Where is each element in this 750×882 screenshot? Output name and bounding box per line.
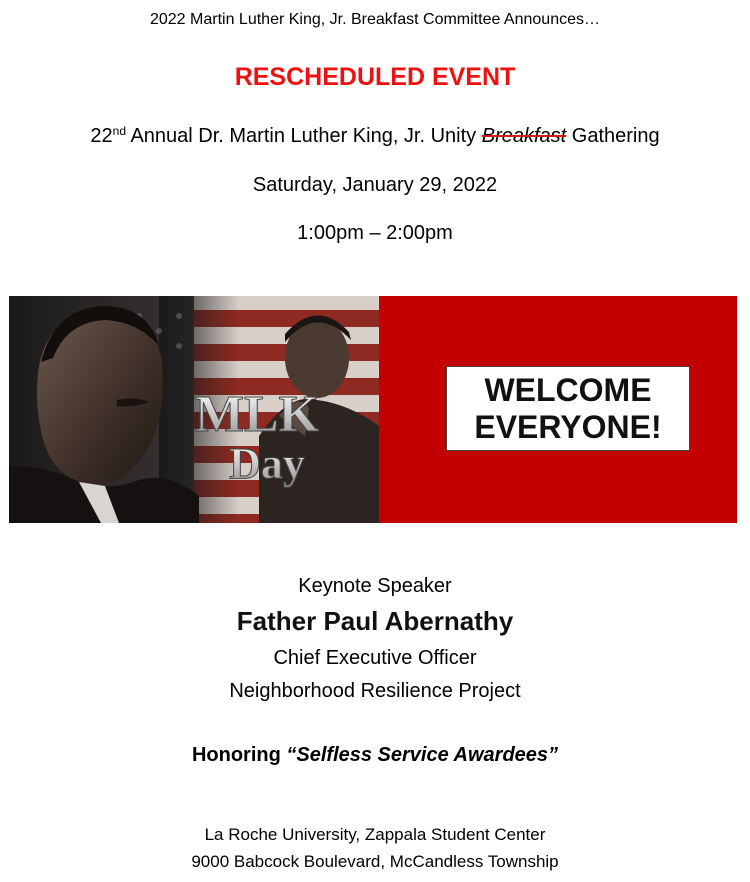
mlk-lettering: MLK	[194, 386, 320, 443]
address: 9000 Babcock Boulevard, McCandless Township	[191, 852, 559, 871]
welcome-line2: EVERYONE!	[474, 408, 662, 445]
rescheduled-heading: RESCHEDULED EVENT	[234, 63, 516, 91]
speaker-organization: Neighborhood Resilience Project	[229, 680, 521, 702]
announcement-line: 2022 Martin Luther King, Jr. Breakfast Committee Announces…	[149, 11, 600, 28]
event-title-prefix: Annual Dr. Martin Luther King, Jr. Unity	[126, 125, 482, 147]
honoring-line	[0, 744, 750, 767]
speaker-name: Father Paul Abernathy	[236, 606, 514, 636]
mlk-portrait-image	[9, 296, 379, 523]
day-lettering: Day	[229, 439, 305, 488]
struck-word: Breakfast	[481, 125, 567, 147]
mlk-day-banner	[9, 296, 737, 523]
welcome-line1: WELCOME	[484, 371, 652, 408]
honoring-prefix: Honoring	[191, 744, 287, 766]
event-title	[0, 125, 750, 148]
speaker-title: Chief Executive Officer	[273, 647, 477, 669]
venue: La Roche University, Zappala Student Center	[204, 825, 546, 844]
event-title-suffix: Gathering	[566, 125, 660, 147]
event-number: 22	[90, 125, 113, 147]
red-panel	[379, 296, 737, 523]
ordinal-suffix: nd	[112, 124, 126, 138]
keynote-label: Keynote Speaker	[298, 575, 452, 597]
welcome-box	[446, 366, 690, 451]
event-date: Saturday, January 29, 2022	[252, 174, 498, 196]
awardees-title: “Selfless Service Awardees”	[286, 744, 559, 766]
event-time: 1:00pm – 2:00pm	[297, 222, 453, 244]
